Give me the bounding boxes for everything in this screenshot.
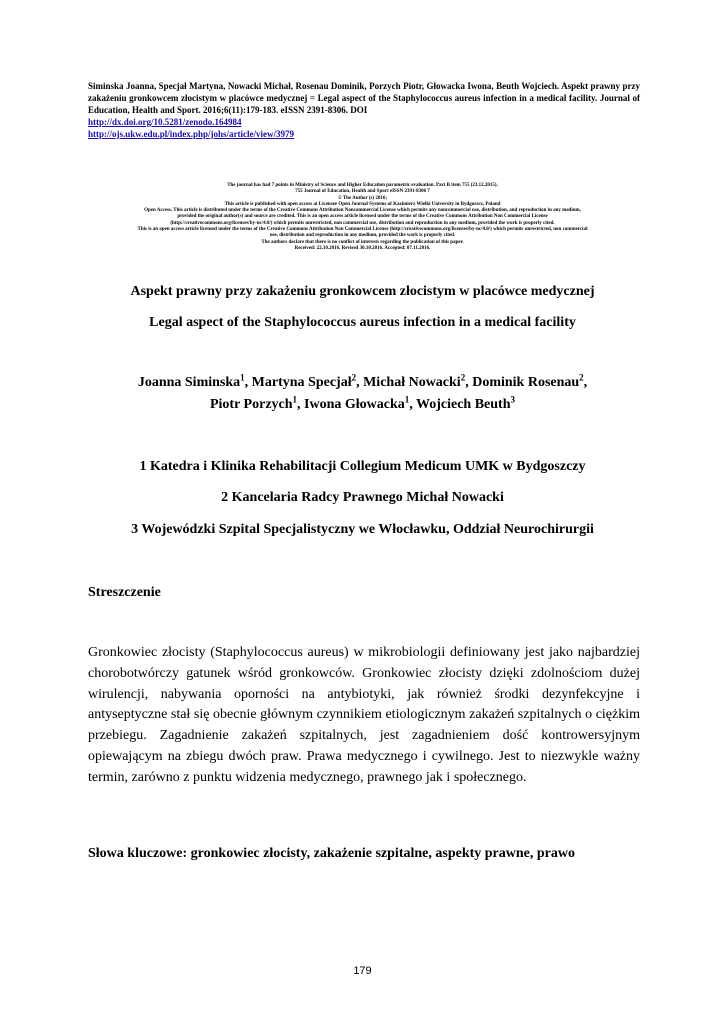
affiliation-3: 3 Wojewódzki Szpital Specjalistyczny we Włocławku, Oddział Neurochirurgii bbox=[131, 522, 594, 537]
journal-notice bbox=[60, 183, 665, 252]
notice-line: provided the original author(s) and source are credited. This is an open access article licensed under the terms of the Creative Commons Attribution Non Commercial License bbox=[177, 214, 548, 220]
abstract-heading: Streszczenie bbox=[88, 585, 161, 600]
author-name: Iwona Głowacka bbox=[304, 397, 405, 412]
abstract-body: Gronkowiec złocisty (Staphylococcus aureus) w mikrobiologii definiowany jest jako najbardziej chorobotwórczy gatunek wśród gronkowców. Gronkowiec złocisty dzięki zdolnościom dużej wirulencji, nabywania oporności na antybiotyki, jak również środki dezynfekcyjne i antyseptyczne stał się obecnie głównym czynnikiem etiologicznym zakażeń szpitalnych o ciężkim przebiegu. Zagadnienie zakażeń szpitalnych, jest zagadnieniem dość kontrowersyjnym opiewającym na zbiegu dwóch praw. Prawa medycznego i cywilnego. Jest to niezwykle ważny termin, zarówno z punktu widzenia medycznego, prawnego jak i społecznego. bbox=[88, 645, 640, 785]
title-polish: Aspekt prawny przy zakażeniu gronkowcem złocistym w placówce medycznej bbox=[130, 284, 595, 299]
notice-line: The journal has had 7 points in Ministry of Science and Higher Education parametric evaluation. Part B item 755 (23.12.2015). bbox=[227, 183, 498, 188]
author-name: Joanna Siminska bbox=[137, 375, 241, 390]
citation-text: Siminska Joanna, Specjał Martyna, Nowacki Michał, Rosenau Dominik, Porzych Piotr, Głowacka Iwona, Beuth Wojciech. Aspekt prawny przy zakażeniu gronkowcem złocistym w placówce medycznej = Legal aspect of the Staphylococcus aureus infection in a medical facility. Journal of Education, Health and Sport. 2016;6(11):179-183. eISSN 2391-8306. DOI bbox=[88, 81, 640, 115]
author-affiliation-mark: 2 bbox=[351, 372, 357, 383]
author-affiliation-mark: 1 bbox=[292, 394, 298, 405]
author-affiliation-mark: 1 bbox=[404, 394, 410, 405]
notice-line: The authors declare that there is no conflict of interests regarding the publication of this paper. bbox=[261, 239, 464, 245]
author-affiliation-mark: 1 bbox=[240, 372, 245, 383]
author-name: Wojciech Beuth bbox=[416, 397, 511, 412]
notice-line: (http://creativecommons.org/licenses/by-nc/4.0/) which permits unrestricted, non commercial use, distribution and reproduction in any medium, provided the work is properly cited. bbox=[170, 220, 555, 226]
doi-link[interactable]: http://dx.doi.org/10.5281/zenodo.164984 bbox=[88, 117, 242, 127]
author-affiliation-mark: 2 bbox=[579, 372, 584, 383]
title-english: Legal aspect of the Staphylococcus aureus infection in a medical facility bbox=[149, 315, 576, 330]
author-line-2: Piotr Porzych$^1$, Iwona Głowacka$^1$, Wojciech Beuth$^3$ bbox=[209, 394, 516, 412]
author-affiliation-mark: 2 bbox=[460, 372, 466, 383]
notice-line: Open Access. This article is distributed under the terms of the Creative Commons Attribution Noncommercial License which permits any noncommercial use, distribution, and reproduction in any medium, bbox=[144, 208, 581, 214]
notice-line: 755 Journal of Education, Health and Sport eISSN 2391-8306 7 bbox=[295, 189, 430, 195]
affiliation-2: 2 Kancelaria Radcy Prawnego Michał Nowacki bbox=[221, 490, 504, 505]
affiliation-1: 1 Katedra i Klinika Rehabilitacji Collegium Medicum UMK w Bydgoszczy bbox=[139, 459, 586, 474]
author-line-1: Joanna Siminska$^1$, Martyna Specjał$^2$, Michał Nowacki$^2$, Dominik Rosenau$^2$, bbox=[137, 372, 588, 390]
notice-line: This is an open access article licensed under the terms of the Creative Commons Attribution Non Commercial License (http://creativecommons.org/licenses/by-nc/4.0/) which permits unrestricted, non commercial bbox=[137, 227, 588, 233]
notice-line: This article is published with open access at Licensee Open Journal Systems of Kazimierz Wielki University in Bydgoszcz, Poland bbox=[224, 201, 501, 207]
page-number: 179 bbox=[353, 965, 372, 977]
notice-line: © The Author (s) 2016; bbox=[337, 195, 388, 201]
notice-line: Received: 22.10.2016. Revised 30.10.2016. Accepted: 07.11.2016. bbox=[294, 245, 431, 251]
author-list bbox=[60, 372, 665, 416]
author-name: Martyna Specjał bbox=[251, 375, 352, 390]
author-name: Michał Nowacki bbox=[363, 375, 461, 390]
ojs-link[interactable]: http://ojs.ukw.edu.pl/index.php/johs/article/view/3979 bbox=[88, 129, 295, 139]
author-name: Dominik Rosenau bbox=[472, 375, 580, 390]
author-affiliation-mark: 3 bbox=[510, 394, 516, 405]
citation-block bbox=[88, 80, 640, 140]
author-name: Piotr Porzych bbox=[209, 397, 293, 412]
notice-line: use, distribution and reproduction in any medium, provided the work is properly cited. bbox=[269, 233, 456, 239]
keywords: Słowa kluczowe: gronkowiec złocisty, zakażenie szpitalne, aspekty prawne, prawo bbox=[88, 846, 575, 861]
